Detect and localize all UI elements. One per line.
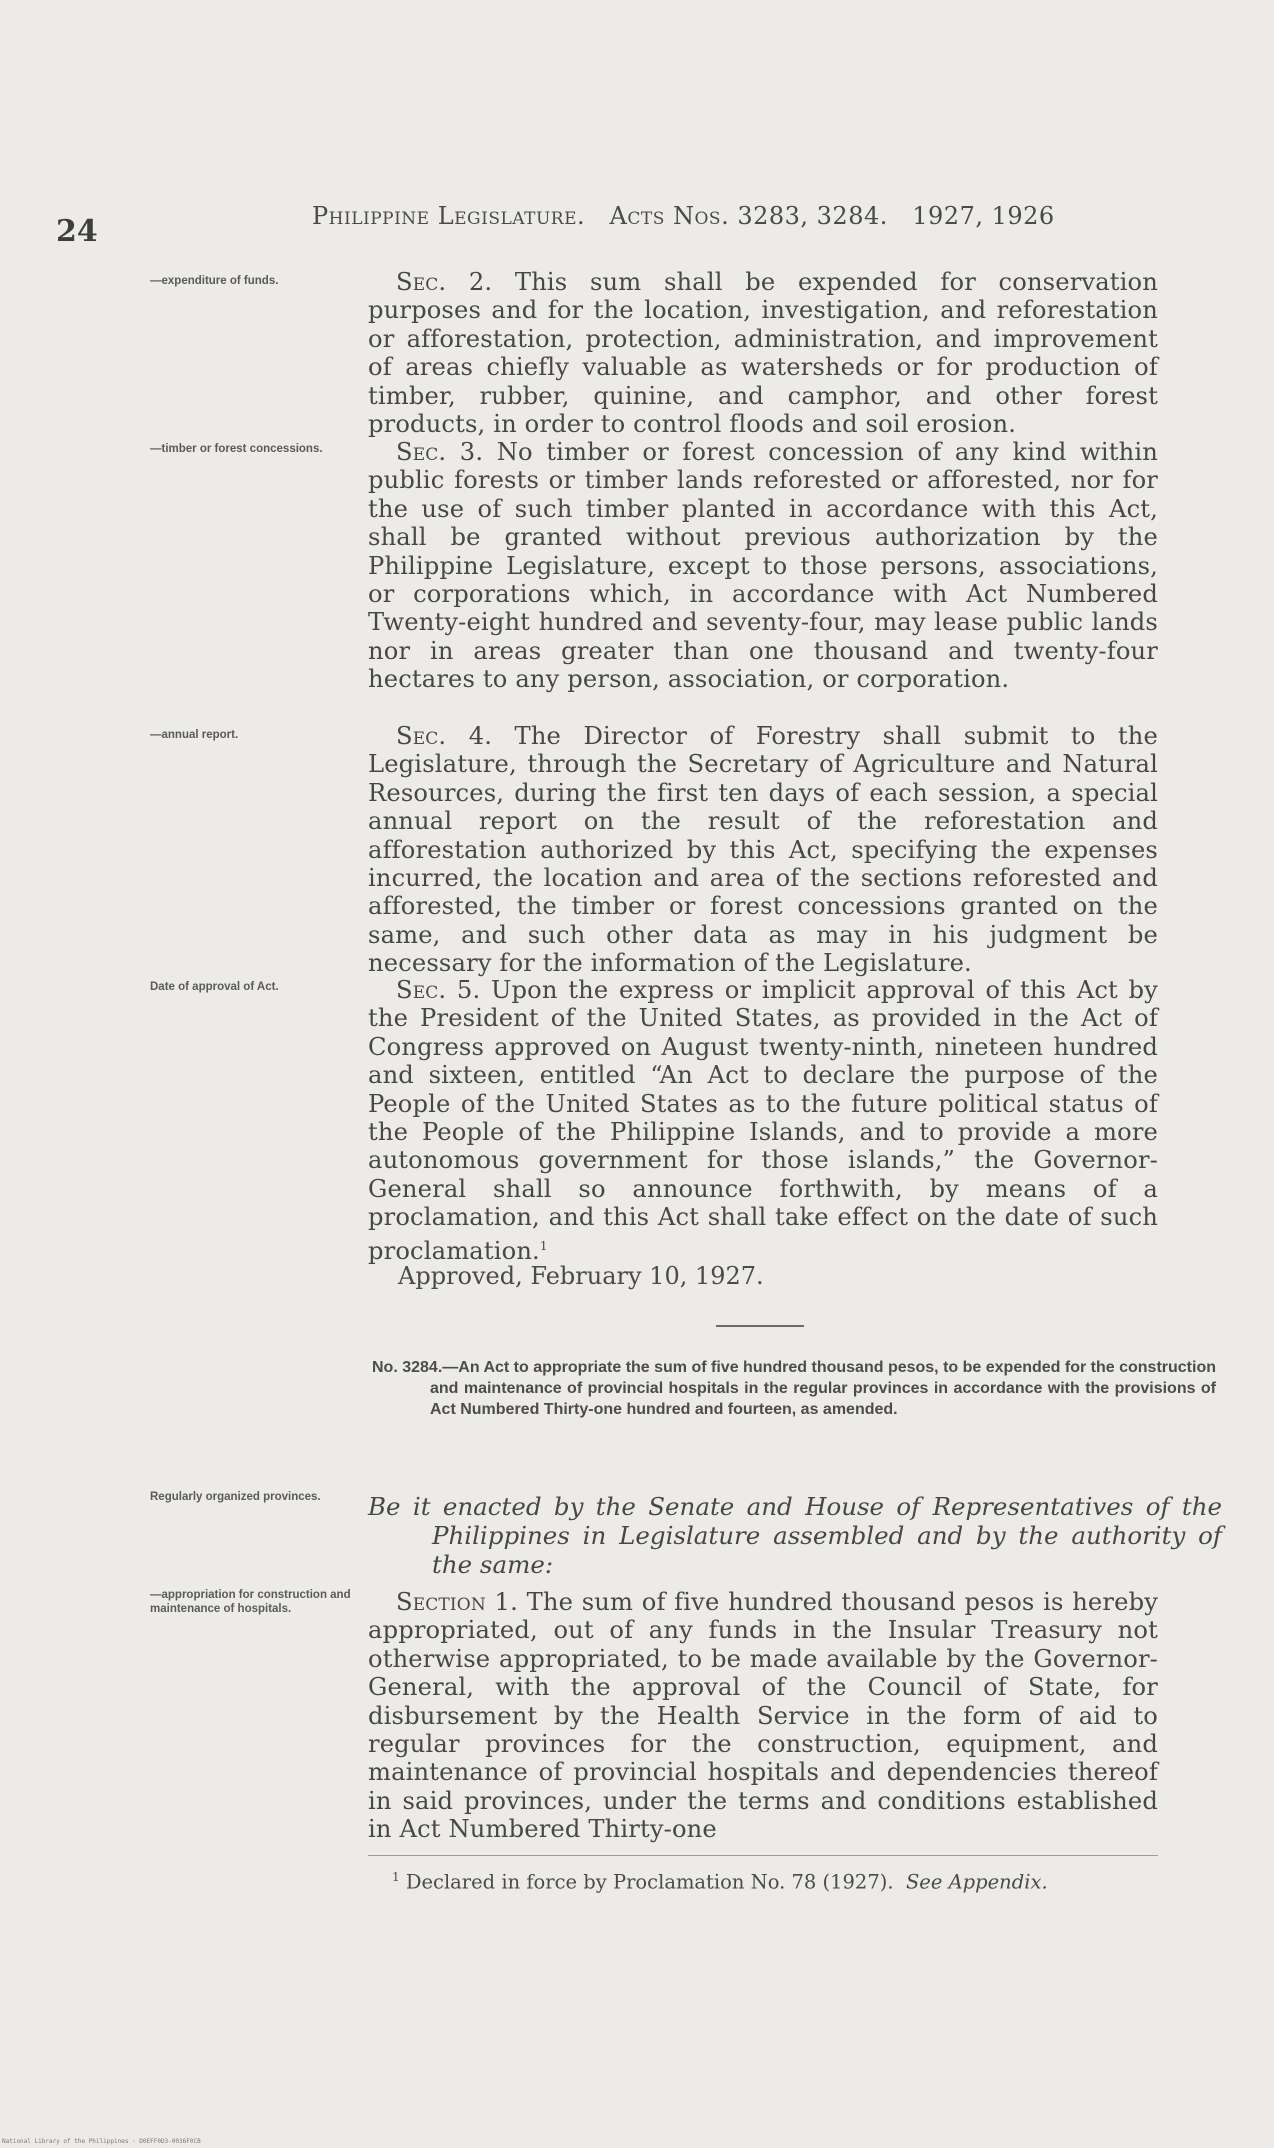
footnote-text: Declared in force by Proclamation No. 78 (1927). [405, 1870, 894, 1894]
section-4-text: The Director of Forestry shall submit to the Legislature, through the Secretary of Agriculture and Natural Resources, during the first ten days of each session, a special annual report on the result of the reforestation and afforestation authorized by this Act, specifying the expenses incurred, the location and area of the sections reforested and afforested, the timber or forest concessions granted on the same, and such other data as may in his judgment be necessary for the information of the Legislature. [368, 722, 1158, 978]
footnote [392, 1870, 1048, 1894]
library-stamp: National Library of the Philippines · D0EFF0D3-0036F0CB [2, 2138, 201, 2145]
separator-rule [716, 1325, 804, 1327]
enacting-clause: Be it enacted by the Senate and House of Representatives of the Philippines in Legislature assembled and by the authority of the same: [368, 1492, 1222, 1579]
section-3 [368, 438, 1158, 694]
section-5-text: Upon the express or implicit approval of this Act by the President of the United States, as provided in the Act of Congress approved on August twenty-ninth, nineteen hundred and sixteen, entitled “An Act to declare the purpose of the People of the United States as to the future political status of the People of the Philippine Islands, and to provide a more autonomous government for those islands,” the Governor-General shall so announce forthwith, by means of a proclamation, and this Act shall take effect on the date of such proclamation. [368, 976, 1158, 1265]
section-1 [368, 1588, 1158, 1844]
sidenote-annual-report: —annual report. [150, 729, 239, 741]
section-5 [368, 976, 1158, 1265]
approved-date: Approved, February 10, 1927. [398, 1262, 764, 1290]
sidenote-appropriation: —appropriation for construction and maintenance of hospitals. [150, 1589, 351, 1615]
act-3284-title: No. 3284.—An Act to appropriate the sum of five hundred thousand pesos, to be expended for the construction and maintenance of provincial hospitals in the regular provinces in accordance with the provisions of Act Numbered Thirty-one hundred and fourteen, as amended. [372, 1359, 1216, 1418]
section-3-text: No timber or forest concession of any kind within public forests or timber lands reforested or afforested, nor for the use of such timber planted in accordance with this Act, shall be granted without previous authorization by the Philippine Legislature, except to those persons, associations, or corporations which, in accordance with Act Numbered Twenty-eight hundred and seventy-four, may lease public lands nor in areas greater than one thousand and twenty-four hectares to any person, association, or corporation. [368, 438, 1158, 694]
footnote-see: See Appendix. [905, 1870, 1048, 1894]
section-5-label: Sec. 5. [396, 976, 481, 1004]
header-acts: Acts Nos. 3283, 3284. [609, 202, 888, 230]
sidenote-timber: —timber or forest concessions. [150, 443, 323, 455]
section-5-footnote-mark: 1 [539, 1238, 548, 1253]
sidenote-expenditure: —expenditure of funds. [150, 275, 279, 287]
section-2-label: Sec. 2. [396, 268, 493, 296]
section-3-label: Sec. 3. [396, 438, 484, 466]
header-legislature: Philippine Legislature. [312, 202, 586, 230]
sidenote-regularly: Regularly organized provinces. [150, 1491, 321, 1503]
section-4 [368, 722, 1158, 978]
page-number: 24 [56, 214, 98, 249]
sidenote-date-approval: Date of approval of Act. [150, 981, 279, 993]
section-2 [368, 268, 1158, 438]
section-1-label: Section 1. [396, 1588, 518, 1616]
footnote-mark: 1 [392, 1870, 400, 1884]
header-years: 1927, 1926 [912, 202, 1055, 230]
section-1-text: The sum of five hundred thousand pesos is hereby appropriated, out of any funds in the Insular Treasury not otherwise appropriated, to be made available by the Governor-General, with the approval of the Council of State, for disbursement by the Health Service in the form of aid to regular provinces for the construction, equipment, and maintenance of provincial hospitals and dependencies thereof in said provinces, under the terms and conditions established in Act Numbered Thirty-one [368, 1588, 1159, 1844]
footnote-rule [368, 1855, 1158, 1856]
section-2-text: This sum shall be expended for conservation purposes and for the location, investigation, and reforestation or afforestation, protection, administration, and improvement of areas chiefly valuable as watersheds or for production of timber, rubber, quinine, and camphor, and other forest products, in order to control floods and soil erosion. [368, 268, 1158, 439]
running-header [312, 202, 1055, 230]
section-4-label: Sec. 4. [396, 722, 493, 750]
